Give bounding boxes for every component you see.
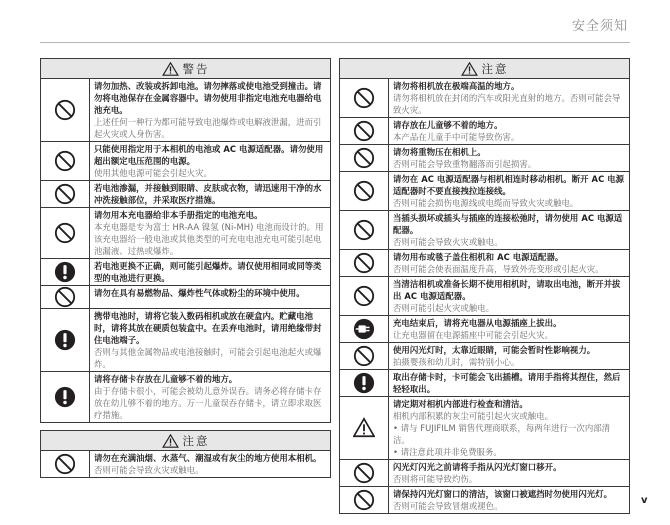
symbol-cell <box>340 487 389 513</box>
symbol-cell <box>340 397 389 459</box>
safety-item-detail: 本充电器是专为富士 HR-AA 镍氢 (Ni-MH) 电池而设计的。用该充电器给一般电池或其他类型的可充电电池充电可能引起电池漏液、过热或爆炸。 <box>94 222 324 256</box>
header-divider <box>40 42 630 43</box>
symbol-cell <box>41 142 90 180</box>
safety-item-heading: 请存放在儿童够不着的地方。 <box>393 120 503 130</box>
safety-item-detail: 拍摄婴孩和幼儿时，需特别小心。 <box>393 357 520 367</box>
warning-triangle-icon <box>162 62 179 76</box>
safety-item-detail: 使用其他电源可能会引起火灾。 <box>94 168 212 178</box>
text-cell <box>90 208 330 258</box>
prohibition-icon <box>353 462 375 484</box>
caution-icon <box>353 417 375 439</box>
safety-item-heading: 当插头损坏或插头与插座的连接松弛时，请勿使用 AC 电源适配器。 <box>393 213 623 235</box>
safety-item-detail: 上述任何一种行为都可能导致电池爆炸或电解液泄漏，进而引起火灾或人身伤害。 <box>94 117 322 139</box>
symbol-cell <box>340 277 389 315</box>
safety-item-heading: 若电池更换不正确，则可能引起爆炸。请仅使用相同或同等类型的电池进行更换。 <box>94 261 322 283</box>
symbol-cell <box>41 286 90 308</box>
safety-item-detail: • 请与 FUJIFILM 销售代理商联系，每两年进行一次内部清洁。 <box>393 423 611 445</box>
safety-item-detail: 否则可能会导致重物翻落而引起损害。 <box>393 159 537 169</box>
safety-item <box>340 343 629 370</box>
text-cell <box>389 145 629 171</box>
symbol-cell <box>41 208 90 258</box>
safety-item-detail: 否则可能会使表面温度升高，导致外壳变形或引起火灾。 <box>393 264 604 274</box>
symbol-cell <box>41 181 90 207</box>
safety-item-heading: 请勿将相机放在极端高温的地方。 <box>393 81 520 91</box>
prohibition-icon <box>54 453 76 475</box>
text-cell <box>389 343 629 369</box>
page-number: v <box>641 495 648 506</box>
safety-item-detail: 否则可能会导致火灾或触电。 <box>94 465 204 475</box>
mandatory-icon <box>353 372 375 394</box>
text-cell <box>90 181 330 207</box>
text-cell <box>389 79 629 117</box>
text-cell <box>389 460 629 486</box>
safety-item-detail: • 请注意此项并非免费服务。 <box>393 447 502 457</box>
safety-item-detail: 否则可能会损伤电源线或电缆而导致火灾或触电。 <box>393 198 579 208</box>
safety-item-heading: 只能使用指定用于本相机的电池或 AC 电源适配器。请勿使用超出额定电压范围的电源。 <box>94 144 324 166</box>
text-cell <box>90 142 330 180</box>
symbol-cell <box>41 451 90 477</box>
text-cell <box>389 211 629 249</box>
prohibition-icon <box>353 219 375 241</box>
safety-item <box>340 79 629 118</box>
warning-triangle-icon <box>162 434 179 448</box>
section-title: 安全须知 <box>571 19 628 34</box>
safety-item <box>340 145 629 172</box>
symbol-cell <box>340 145 389 171</box>
safety-item <box>41 79 330 142</box>
warning-box-header <box>41 59 330 79</box>
prohibition-icon <box>353 345 375 367</box>
safety-item-detail: 让充电器留在电源插座中可能会引起火灾。 <box>393 330 554 340</box>
safety-item <box>340 397 629 460</box>
safety-item-detail: 否则可能会导致冒烟或褪色。 <box>393 501 503 511</box>
safety-item <box>41 286 330 309</box>
safety-item <box>340 250 629 277</box>
mandatory-icon <box>54 329 76 351</box>
right-column <box>339 58 630 521</box>
safety-item-heading: 携带电池时，请将它装入数码相机或放在硬盒内。贮藏电池时，请将其放在硬质包装盒中。在丢弃电池时，请用绝缘带封住电池端子。 <box>94 311 322 345</box>
symbol-cell <box>340 118 389 144</box>
safety-item <box>41 309 330 372</box>
text-cell <box>90 309 330 371</box>
safety-item <box>340 118 629 145</box>
safety-item-detail: 相机内部积累的灰尘可能引起火灾或触电。 <box>393 411 554 421</box>
safety-item-heading: 若电池渗漏，并接触到眼睛、皮肤或衣物，请迅速用干净的水冲洗接触部位，并采取医疗措施。 <box>94 183 322 205</box>
safety-item <box>340 211 629 250</box>
prohibition-icon <box>54 150 76 172</box>
warning-box <box>40 58 331 423</box>
safety-item <box>340 460 629 487</box>
safety-item-heading: 请勿加热、改装或拆卸电池。请勿摔落或使电池受到撞击。请勿将电池保存在金属容器中。请勿使用非指定电池充电器给电池充电。 <box>94 81 322 115</box>
caution-box-right <box>339 58 630 514</box>
mandatory-icon <box>54 261 76 283</box>
unplug-icon <box>353 318 375 340</box>
safety-item <box>41 142 330 181</box>
symbol-cell <box>340 172 389 210</box>
text-cell <box>90 79 330 141</box>
text-cell <box>389 277 629 315</box>
text-cell <box>389 397 629 459</box>
caution-box-left-title: 注意 <box>182 433 210 448</box>
safety-item-detail: 由于存储卡很小，可能会被幼儿意外误吞。请务必将存储卡存放在幼儿够不着的地方。万一儿童误吞存储卡，请立即求取医疗措施。 <box>94 386 322 420</box>
warning-triangle-icon <box>461 62 478 76</box>
prohibition-icon <box>353 147 375 169</box>
safety-item-heading: 请勿在充满油烟、水蒸气、潮湿或有灰尘的地方使用本相机。 <box>94 453 322 463</box>
text-cell <box>389 250 629 276</box>
symbol-cell <box>340 370 389 396</box>
prohibition-icon <box>353 489 375 511</box>
warning-box-title: 警告 <box>182 61 210 76</box>
safety-item <box>340 316 629 343</box>
symbol-cell <box>41 309 90 371</box>
safety-item-heading: 请勿用本充电器给非本手册指定的电池充电。 <box>94 210 263 220</box>
symbol-cell <box>340 211 389 249</box>
mandatory-icon <box>54 386 76 408</box>
symbol-cell <box>340 250 389 276</box>
safety-item-detail: 本产品在儿童手中可能导致伤害。 <box>393 132 520 142</box>
left-column <box>40 58 331 485</box>
safety-item <box>41 372 330 422</box>
prohibition-icon <box>54 183 76 205</box>
symbol-cell <box>340 316 389 342</box>
prohibition-icon <box>353 285 375 307</box>
safety-item-detail: 否则可能引起火灾或触电。 <box>393 303 495 313</box>
safety-item <box>41 208 330 259</box>
caution-box-right-title: 注意 <box>481 61 509 76</box>
symbol-cell <box>41 259 90 285</box>
safety-item-heading: 请勿在 AC 电源适配器与相机相连时移动相机。断开 AC 电源适配器时不要直接拽拉连接线。 <box>393 174 625 196</box>
safety-item <box>41 259 330 286</box>
caution-box-left-header <box>41 431 330 451</box>
text-cell <box>389 316 629 342</box>
safety-item-heading: 请勿在具有易燃物品、爆炸性气体或粉尘的环境中使用。 <box>94 288 305 298</box>
text-cell <box>90 286 330 308</box>
safety-item <box>340 277 629 316</box>
text-cell <box>389 118 629 144</box>
safety-item-heading: 请定期对相机内部进行检查和清洁。 <box>393 399 528 409</box>
safety-item-heading: 请勿将重物压在相机上。 <box>393 147 486 157</box>
prohibition-icon <box>353 87 375 109</box>
prohibition-icon <box>54 286 76 308</box>
safety-item-detail: 否则将可能导致灼伤。 <box>393 474 478 484</box>
symbol-cell <box>340 79 389 117</box>
text-cell <box>389 370 629 396</box>
safety-item-heading: 取出存储卡时，卡可能会飞出插槽。请用手指将其捏住，然后轻轻取出。 <box>393 372 621 394</box>
text-cell <box>90 451 330 477</box>
prohibition-icon <box>54 99 76 121</box>
caution-box-left <box>40 430 331 478</box>
safety-item <box>41 181 330 208</box>
safety-item-heading: 请将存储卡存放在儿童够不着的地方。 <box>94 374 238 384</box>
safety-item <box>41 451 330 477</box>
prohibition-icon <box>353 180 375 202</box>
text-cell <box>389 487 629 513</box>
safety-item-heading: 当清洁相机或准备长期不使用相机时，请取出电池，断开并拔出 AC 电源适配器。 <box>393 279 621 301</box>
safety-item-heading: 使用闪光灯时，太靠近眼睛，可能会暂时性影响视力。 <box>393 345 596 355</box>
safety-item-detail: 否则与其他金属物品或电池接触时，可能会引起电池起火或爆炸。 <box>94 347 322 369</box>
safety-item-detail: 否则可能会导致火灾或触电。 <box>393 237 503 247</box>
prohibition-icon <box>353 252 375 274</box>
safety-item <box>340 172 629 211</box>
symbol-cell <box>41 79 90 141</box>
text-cell <box>389 172 629 210</box>
caution-box-right-header <box>340 59 629 79</box>
safety-item <box>340 370 629 397</box>
safety-item-detail: 请勿将相机放在封闭的汽车或阳光直射的地方。否则可能会导致火灾。 <box>393 93 621 115</box>
safety-item <box>340 487 629 513</box>
symbol-cell <box>41 372 90 422</box>
safety-item-heading: 充电结束后，请将充电器从电源插座上拔出。 <box>393 318 562 328</box>
text-cell <box>90 372 330 422</box>
symbol-cell <box>340 343 389 369</box>
prohibition-icon <box>353 120 375 142</box>
safety-item-heading: 闪光灯闪光之前请将手指从闪光灯窗口移开。 <box>393 462 562 472</box>
symbol-cell <box>340 460 389 486</box>
safety-item-heading: 请勿用布或毯子盖住相机和 AC 电源适配器。 <box>393 252 564 262</box>
text-cell <box>90 259 330 285</box>
prohibition-icon <box>54 222 76 244</box>
safety-item-heading: 请保持闪光灯窗口的清洁，该窗口被遮挡时勿使用闪光灯。 <box>393 489 613 499</box>
